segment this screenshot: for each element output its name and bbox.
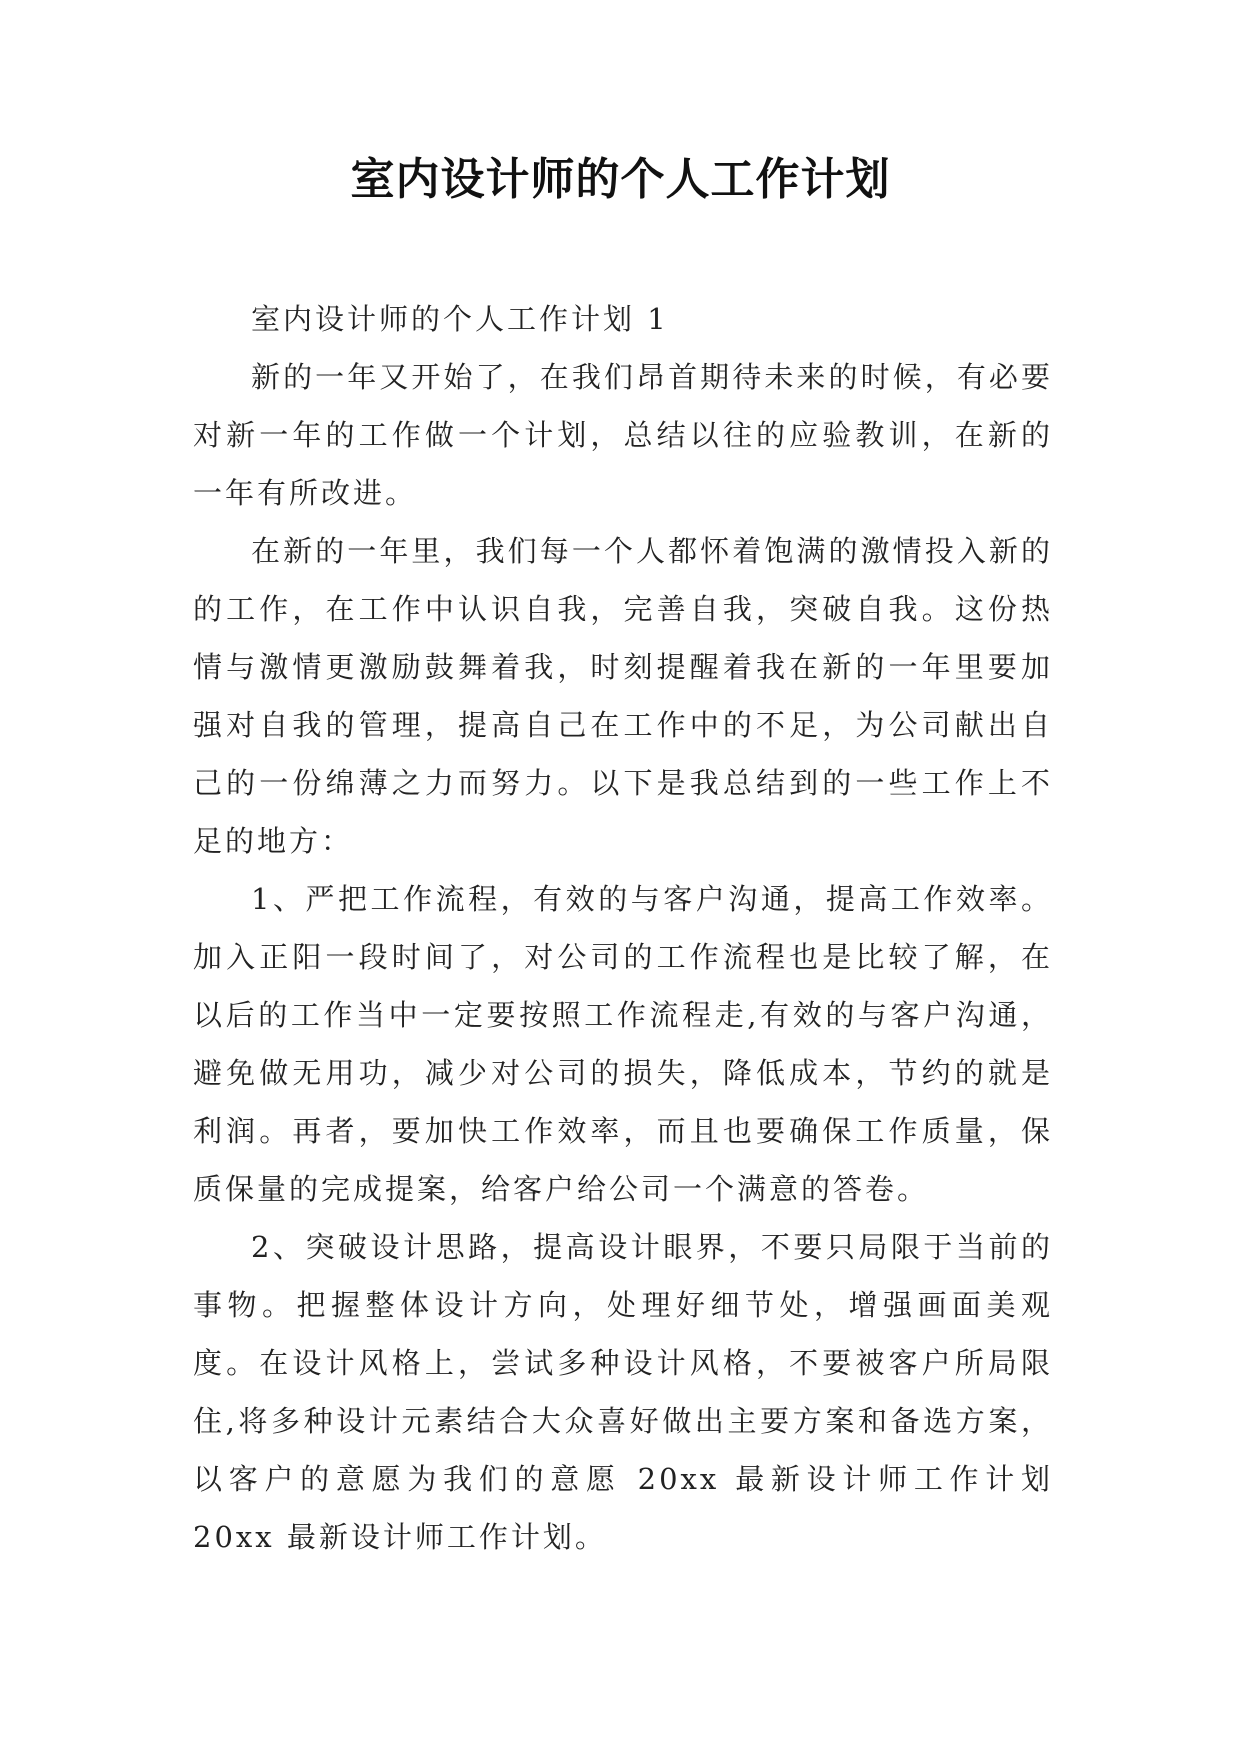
document-body (193, 290, 1053, 1566)
paragraph-item-2: 2、突破设计思路，提高设计眼界，不要只局限于当前的事物。把握整体设计方向，处理好细节处，增强画面美观度。在设计风格上，尝试多种设计风格，不要被客户所局限住,将多种设计元素结合大众喜好做出主要方案和备选方案，以客户的意愿为我们的意愿 20xx 最新设计师工作计划 20xx 最新设计师工作计划。 (193, 1230, 1053, 1554)
document-title: 室内设计师的个人工作计划 (350, 154, 891, 205)
paragraph-item-1: 1、严把工作流程，有效的与客户沟通，提高工作效率。加入正阳一段时间了，对公司的工作流程也是比较了解，在以后的工作当中一定要按照工作流程走,有效的与客户沟通，避免做无用功，减少对公司的损失，降低成本，节约的就是利润。再者，要加快工作效率，而且也要确保工作质量，保质保量的完成提案，给客户给公司一个满意的答卷。 (193, 882, 1053, 1206)
paragraph-intro: 新的一年又开始了，在我们昂首期待未来的时候，有必要对新一年的工作做一个计划，总结以往的应验教训，在新的一年有所改进。 (193, 360, 1053, 510)
subtitle-paragraph: 室内设计师的个人工作计划 1 (251, 302, 669, 336)
paragraph-new-year: 在新的一年里，我们每一个人都怀着饱满的激情投入新的的工作，在工作中认识自我，完善自我，突破自我。这份热情与激情更激励鼓舞着我，时刻提醒着我在新的一年里要加强对自我的管理，提高自己在工作中的不足，为公司献出自己的一份绵薄之力而努力。以下是我总结到的一些工作上不足的地方： (193, 534, 1053, 858)
